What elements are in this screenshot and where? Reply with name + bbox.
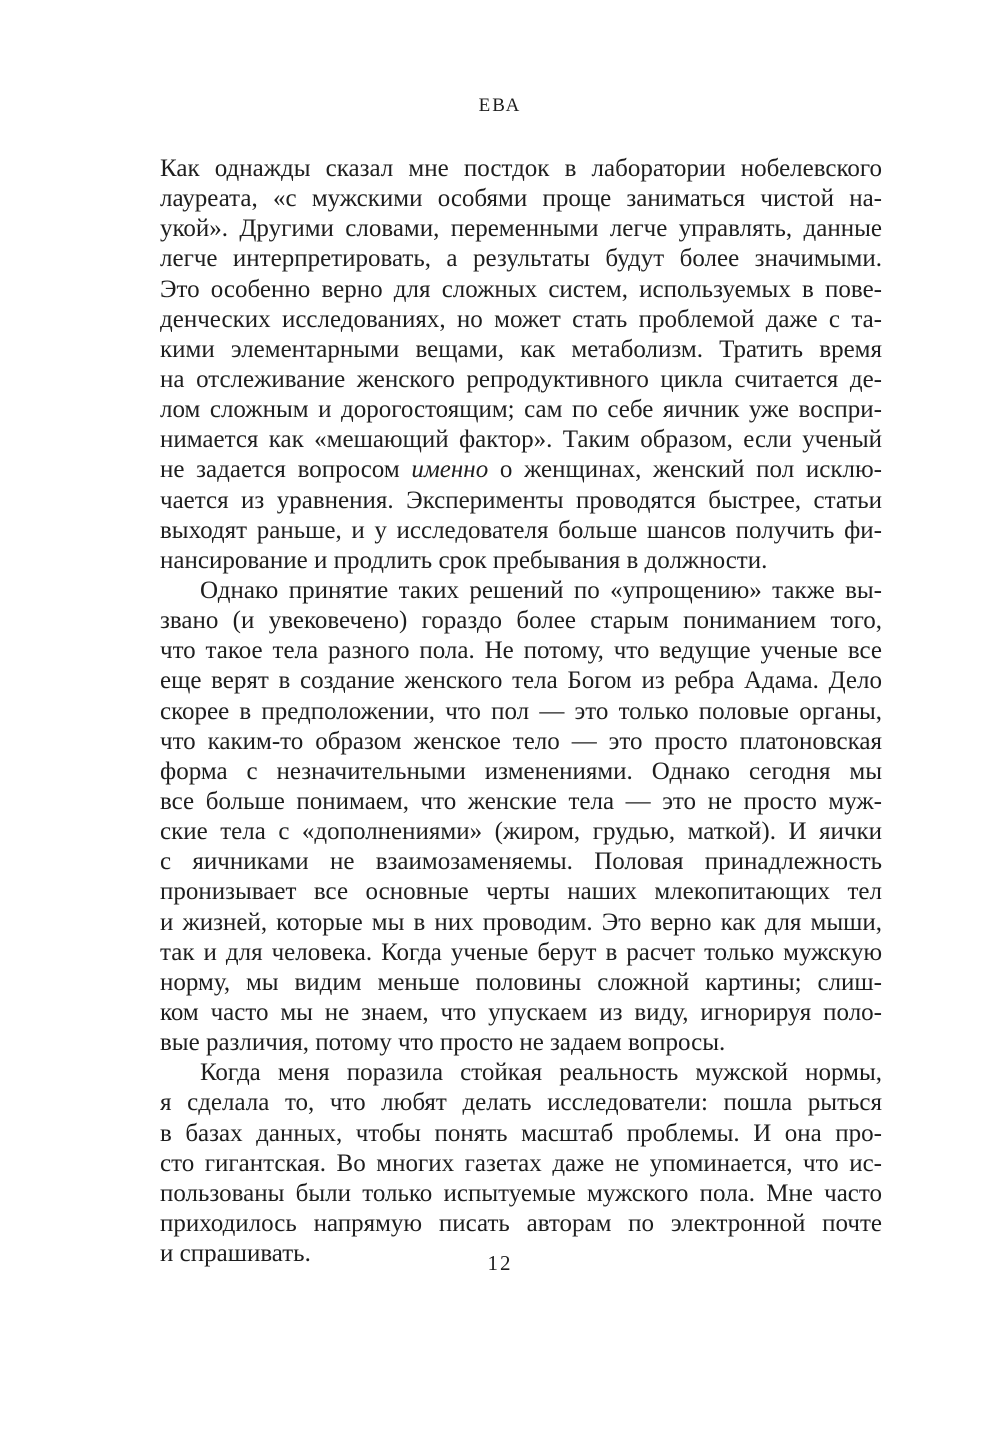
- text-line: Когда меня поразила стойкая реальность мужской нормы,: [200, 1059, 882, 1087]
- text-line: пронизывает все основные черты наших млекопитающих тел: [160, 878, 882, 906]
- paragraph-1: [160, 154, 882, 576]
- text-line: чается из уравнения. Эксперименты проводятся быстрее, статьи: [160, 486, 882, 514]
- text-line: кими элементарными вещами, как метаболизм. Тратить время: [160, 335, 882, 363]
- text-line: так и для человека. Когда ученые берут в расчет только мужскую: [160, 938, 882, 966]
- text-line: ские тела с «дополнениями» (жиром, грудью, маткой). И яички: [160, 818, 882, 846]
- text-line: Как однажды сказал мне постдок в лаборатории нобелевского: [160, 155, 882, 182]
- text-line: нансирование и продлить срок пребывания в должности.: [160, 546, 768, 574]
- text-line: и спрашивать.: [160, 1240, 311, 1268]
- text-line: я сделала то, что любят делать исследователи: пошла рыться: [160, 1089, 882, 1117]
- text-line: на отслеживание женского репродуктивного цикла считается де-: [160, 365, 882, 393]
- text-line: Это особенно верно для сложных систем, используемых в пове-: [160, 275, 882, 303]
- text-line: денческих исследованиях, но может стать проблемой даже с та-: [160, 305, 882, 333]
- text-line: сто гигантская. Во многих газетах даже не упоминается, что ис-: [160, 1149, 882, 1177]
- text-line: укой». Другими словами, переменными легче управлять, данные: [160, 215, 882, 243]
- text-line: ком часто мы не знаем, что упускаем из виду, игнорируя поло-: [160, 998, 882, 1026]
- text-line: звано (и увековечено) гораздо более старым пониманием того,: [160, 607, 882, 635]
- body-text: [160, 154, 882, 1269]
- text-line: форма с незначительными изменениями. Однако сегодня мы: [160, 757, 882, 785]
- text-line: все больше понимаем, что женские тела — это не просто муж-: [160, 787, 882, 815]
- text-line: норму, мы видим меньше половины сложной картины; слиш-: [160, 968, 882, 996]
- text-line: в базах данных, чтобы понять масштаб проблемы. И она про-: [160, 1119, 882, 1147]
- page-number: 12: [487, 1251, 513, 1275]
- text-line: скорее в предположении, что пол — это только половые органы,: [160, 697, 882, 725]
- text-line: с яичниками не взаимозаменяемы. Половая принадлежность: [160, 848, 882, 876]
- paragraph-3: [160, 1058, 882, 1269]
- text-line: не задается вопросом именно о женщинах, женский пол исклю-: [160, 456, 882, 484]
- text-line: лом сложным и дорогостоящим; сам по себе яичник уже воспри-: [160, 396, 882, 424]
- text-line: вые различия, потому что просто не задаем вопросы.: [160, 1029, 726, 1057]
- text-line: нимается как «мешающий фактор». Таким образом, если ученый: [160, 426, 882, 454]
- emphasis: именно: [411, 456, 489, 484]
- text-line: пользованы были только испытуемые мужского пола. Мне часто: [160, 1179, 882, 1207]
- text-line: Однако принятие таких решений по «упрощению» также вы-: [200, 576, 882, 604]
- text-line: легче интерпретировать, а результаты будут более значимыми.: [160, 245, 882, 273]
- text-line: еще верят в создание женского тела Богом из ребра Адама. Дело: [160, 667, 882, 695]
- paragraph-2: [160, 576, 882, 1058]
- text-line: лауреата, «с мужскими особями проще заниматься чистой на-: [160, 185, 882, 213]
- text-line: что каким-то образом женское тело — это просто платоновская: [160, 727, 882, 755]
- text-line: выходят раньше, и у исследователя больше шансов получить фи-: [160, 516, 882, 544]
- running-head: ЕВА: [478, 95, 522, 116]
- text-line: приходилось напрямую писать авторам по электронной почте: [160, 1209, 882, 1237]
- text-line: что такое тела разного пола. Не потому, что ведущие ученые все: [160, 637, 882, 665]
- text-line: и жизней, которые мы в них проводим. Это верно как для мыши,: [160, 908, 882, 936]
